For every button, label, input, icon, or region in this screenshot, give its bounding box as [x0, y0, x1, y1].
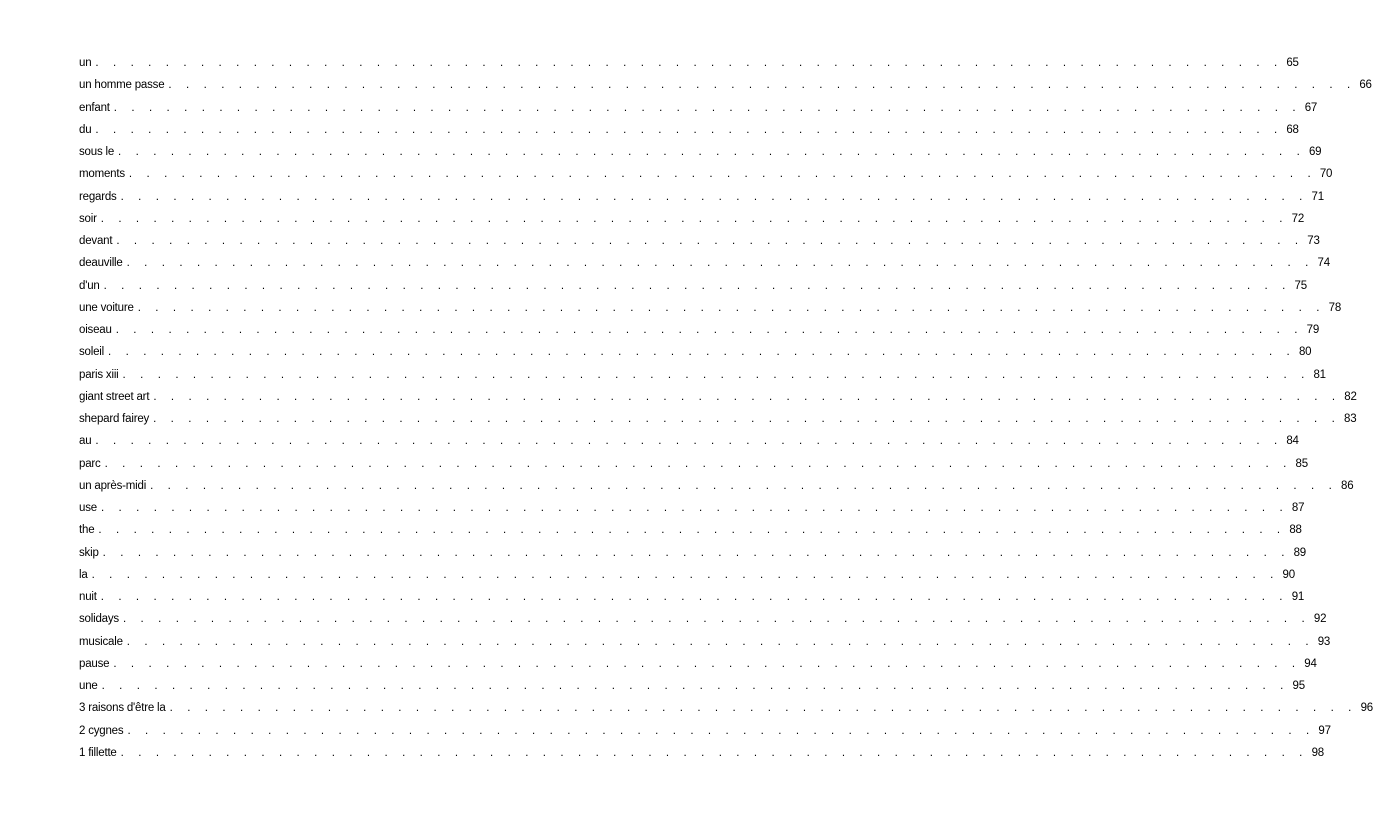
toc-entry: [79, 434, 1299, 456]
toc-dot-leader: . . . . . . . . . . . . . . . . . . . . . . . . . . . . . . . . . . . . . . . . . . . . . . . . . . . . . . . . . . . . . . . . . . . .: [95, 123, 1283, 136]
toc-entry-page-number: 87: [1291, 502, 1305, 514]
toc-entry: [79, 256, 1330, 278]
toc-dot-leader: . . . . . . . . . . . . . . . . . . . . . . . . . . . . . . . . . . . . . . . . . . . . . . . . . . . . . . . . . . . . . . . . . . . .: [122, 368, 1310, 381]
toc-entry-page-number: 96: [1360, 702, 1373, 715]
toc-entry-title: pause: [79, 657, 113, 671]
toc-dot-leader: . . . . . . . . . . . . . . . . . . . . . . . . . . . . . . . . . . . . . . . . . . . . . . . . . . . . . . . . . . . . . . . . . . . .: [150, 479, 1338, 492]
toc-entry-title: the: [79, 523, 98, 537]
toc-entry: [79, 212, 1305, 234]
toc-entry-title: use: [79, 501, 101, 515]
toc-dot-leader: . . . . . . . . . . . . . . . . . . . . . . . . . . . . . . . . . . . . . . . . . . . . . . . . . . . . . . . . . . . . . . . . . . . .: [118, 146, 1306, 158]
toc-entry-page-number: 97: [1318, 724, 1331, 737]
toc-entry: [79, 323, 1320, 345]
toc-entry-page-number: 83: [1344, 413, 1357, 425]
toc-entry-title: 3 raisons d'être la: [79, 701, 170, 715]
toc-dot-leader: . . . . . . . . . . . . . . . . . . . . . . . . . . . . . . . . . . . . . . . . . . . . . . . . . . . . . . . . . . . . . . . . . . . .: [108, 346, 1296, 359]
toc-entry-page-number: 88: [1289, 524, 1302, 537]
toc-dot-leader: . . . . . . . . . . . . . . . . . . . . . . . . . . . . . . . . . . . . . . . . . . . . . . . . . . . . . . . . . . . . . . . . . . . .: [153, 413, 1341, 425]
toc-entry-title: enfant: [79, 101, 114, 115]
toc-entry-page-number: 98: [1311, 746, 1324, 759]
toc-entry-title: un homme passe: [79, 78, 168, 92]
toc-entry-page-number: 92: [1313, 613, 1327, 626]
toc-entry: [79, 568, 1295, 590]
toc-entry-title: oiseau: [79, 323, 116, 337]
toc-entry-title: paris xiii: [79, 368, 123, 382]
toc-entry-page-number: 86: [1341, 479, 1354, 492]
toc-entry-title: un: [79, 56, 95, 70]
toc-entry: [79, 167, 1333, 189]
toc-entry-page-number: 72: [1291, 212, 1305, 225]
toc-entry: [79, 56, 1299, 78]
toc-entry-title: 1 fillette: [79, 746, 121, 760]
toc-dot-leader: . . . . . . . . . . . . . . . . . . . . . . . . . . . . . . . . . . . . . . . . . . . . . . . . . . . . . . . . . . . . . . . . . . . .: [127, 724, 1315, 737]
toc-dot-leader: . . . . . . . . . . . . . . . . . . . . . . . . . . . . . . . . . . . . . . . . . . . . . . . . . . . . . . . . . . . . . . . . . . . .: [128, 168, 1317, 181]
toc-entry-page-number: 82: [1344, 390, 1357, 403]
toc-dot-leader: . . . . . . . . . . . . . . . . . . . . . . . . . . . . . . . . . . . . . . . . . . . . . . . . . . . . . . . . . . . . . . . . . . . .: [98, 524, 1286, 537]
toc-dot-leader: . . . . . . . . . . . . . . . . . . . . . . . . . . . . . . . . . . . . . . . . . . . . . . . . . . . . . . . . . . . . . . . . . . . .: [126, 257, 1314, 270]
toc-dot-leader: . . . . . . . . . . . . . . . . . . . . . . . . . . . . . . . . . . . . . . . . . . . . . . . . . . . . . . . . . . . . . . . . . . . .: [116, 235, 1304, 247]
toc-entry-title: devant: [79, 234, 116, 248]
toc-entry-page-number: 68: [1286, 123, 1299, 136]
toc-entry-title: regards: [79, 190, 121, 204]
toc-entry: [79, 701, 1373, 723]
toc-entry-title: une: [79, 679, 102, 693]
toc-entry: [79, 657, 1317, 679]
toc-entry-page-number: 75: [1294, 279, 1307, 292]
toc-entry: [79, 279, 1307, 301]
toc-entry-title: nuit: [79, 590, 101, 604]
toc-dot-leader: . . . . . . . . . . . . . . . . . . . . . . . . . . . . . . . . . . . . . . . . . . . . . . . . . . . . . . . . . . . . . . . . . . . .: [101, 680, 1289, 692]
toc-entry-page-number: 69: [1308, 146, 1322, 158]
toc-entry: [79, 301, 1342, 323]
toc-entry: [79, 234, 1320, 256]
toc-entry-page-number: 74: [1317, 257, 1330, 270]
toc-entry-page-number: 95: [1292, 680, 1305, 692]
toc-entry-title: 2 cygnes: [79, 724, 127, 738]
toc-dot-leader: . . . . . . . . . . . . . . . . . . . . . . . . . . . . . . . . . . . . . . . . . . . . . . . . . . . . . . . . . . . . . . . . . . . .: [100, 591, 1289, 603]
toc-entry-page-number: 71: [1311, 190, 1324, 203]
toc-dot-leader: . . . . . . . . . . . . . . . . . . . . . . . . . . . . . . . . . . . . . . . . . . . . . . . . . . . . . . . . . . . . . . . . . . . .: [137, 301, 1326, 314]
toc-entry-title: une voiture: [79, 301, 138, 315]
toc-entry-page-number: 79: [1306, 324, 1320, 336]
toc-entry-title: moments: [79, 167, 129, 181]
toc-entry-title: giant street art: [79, 390, 153, 404]
toc-entry: [79, 679, 1305, 701]
toc-entry: [79, 501, 1305, 523]
toc-entry: [79, 746, 1324, 768]
toc-entry: [79, 78, 1372, 100]
toc-entry-title: au: [79, 434, 95, 448]
toc-entry-page-number: 67: [1304, 101, 1318, 114]
toc-dot-leader: . . . . . . . . . . . . . . . . . . . . . . . . . . . . . . . . . . . . . . . . . . . . . . . . . . . . . . . . . . . . . . . . . . . .: [169, 702, 1357, 715]
toc-entry-page-number: 85: [1295, 457, 1308, 470]
toc-entry-page-number: 93: [1317, 635, 1331, 648]
toc-dot-leader: . . . . . . . . . . . . . . . . . . . . . . . . . . . . . . . . . . . . . . . . . . . . . . . . . . . . . . . . . . . . . . . . . . . .: [103, 279, 1291, 292]
toc-dot-leader: . . . . . . . . . . . . . . . . . . . . . . . . . . . . . . . . . . . . . . . . . . . . . . . . . . . . . . . . . . . . . . . . . . . .: [126, 635, 1315, 648]
toc-entry: [79, 457, 1308, 479]
toc-entry-title: parc: [79, 457, 105, 471]
toc-entry-title: deauville: [79, 256, 127, 270]
toc-dot-leader: . . . . . . . . . . . . . . . . . . . . . . . . . . . . . . . . . . . . . . . . . . . . . . . . . . . . . . . . . . . . . . . . . . . .: [104, 457, 1292, 470]
toc-dot-leader: . . . . . . . . . . . . . . . . . . . . . . . . . . . . . . . . . . . . . . . . . . . . . . . . . . . . . . . . . . . . . . . . . . . .: [95, 435, 1283, 448]
toc-entry: [79, 345, 1312, 367]
toc-entry-title: un après-midi: [79, 479, 150, 493]
toc-entry: [79, 635, 1331, 657]
toc-entry: [79, 724, 1331, 746]
toc-entry-title: sous le: [79, 145, 118, 159]
toc-entry-title: du: [79, 123, 95, 137]
toc-dot-leader: . . . . . . . . . . . . . . . . . . . . . . . . . . . . . . . . . . . . . . . . . . . . . . . . . . . . . . . . . . . . . . . . . . . .: [100, 212, 1289, 225]
toc-dot-leader: . . . . . . . . . . . . . . . . . . . . . . . . . . . . . . . . . . . . . . . . . . . . . . . . . . . . . . . . . . . . . . . . . . . .: [153, 390, 1341, 403]
toc-dot-leader: . . . . . . . . . . . . . . . . . . . . . . . . . . . . . . . . . . . . . . . . . . . . . . . . . . . . . . . . . . . . . . . . . . . .: [91, 568, 1279, 581]
toc-entry-title: d'un: [79, 279, 104, 293]
toc-entry-title: solidays: [79, 612, 123, 626]
toc-entry: [79, 145, 1322, 167]
toc-entry-page-number: 91: [1291, 591, 1305, 603]
toc-dot-leader: . . . . . . . . . . . . . . . . . . . . . . . . . . . . . . . . . . . . . . . . . . . . . . . . . . . . . . . . . . . . . . . . . . . .: [95, 57, 1283, 69]
toc-entry: [79, 101, 1318, 123]
toc-entry: [79, 546, 1306, 568]
toc-entry: [79, 412, 1357, 434]
toc-entry-title: la: [79, 568, 92, 582]
toc-entry: [79, 190, 1324, 212]
toc-dot-leader: . . . . . . . . . . . . . . . . . . . . . . . . . . . . . . . . . . . . . . . . . . . . . . . . . . . . . . . . . . . . . . . . . . . .: [102, 546, 1290, 559]
toc-dot-leader: . . . . . . . . . . . . . . . . . . . . . . . . . . . . . . . . . . . . . . . . . . . . . . . . . . . . . . . . . . . . . . . . . . . .: [122, 613, 1311, 626]
toc-entry-page-number: 66: [1359, 79, 1372, 92]
toc-entry-page-number: 89: [1293, 546, 1306, 559]
toc-entry-title: soir: [79, 212, 101, 226]
toc-entry: [79, 479, 1354, 501]
toc-dot-leader: . . . . . . . . . . . . . . . . . . . . . . . . . . . . . . . . . . . . . . . . . . . . . . . . . . . . . . . . . . . . . . . . . . . .: [100, 502, 1289, 514]
toc-entry: [79, 123, 1299, 145]
toc-dot-leader: . . . . . . . . . . . . . . . . . . . . . . . . . . . . . . . . . . . . . . . . . . . . . . . . . . . . . . . . . . . . . . . . . . . .: [120, 746, 1308, 759]
toc-entry-page-number: 81: [1313, 368, 1326, 381]
toc-entry-title: shepard fairey: [79, 412, 153, 426]
toc-entry-page-number: 94: [1304, 657, 1317, 670]
toc-entry-page-number: 90: [1282, 568, 1295, 581]
toc-entry-page-number: 65: [1286, 57, 1299, 69]
toc-entry-page-number: 73: [1307, 235, 1320, 247]
toc-entry: [79, 523, 1302, 545]
toc-entry-title: soleil: [79, 345, 108, 359]
toc-entry: [79, 612, 1327, 634]
toc-entry-title: musicale: [79, 635, 127, 649]
toc-entry-page-number: 84: [1286, 435, 1299, 448]
table-of-contents: [79, 56, 1373, 768]
toc-entry-title: skip: [79, 546, 103, 560]
toc-entry-page-number: 78: [1328, 301, 1342, 314]
toc-dot-leader: . . . . . . . . . . . . . . . . . . . . . . . . . . . . . . . . . . . . . . . . . . . . . . . . . . . . . . . . . . . . . . . . . . . .: [120, 190, 1308, 203]
toc-dot-leader: . . . . . . . . . . . . . . . . . . . . . . . . . . . . . . . . . . . . . . . . . . . . . . . . . . . . . . . . . . . . . . . . . . . .: [115, 324, 1304, 336]
toc-entry-page-number: 80: [1298, 346, 1312, 359]
toc-entry: [79, 590, 1305, 612]
toc-entry: [79, 390, 1357, 412]
toc-entry-page-number: 70: [1319, 168, 1333, 181]
toc-dot-leader: . . . . . . . . . . . . . . . . . . . . . . . . . . . . . . . . . . . . . . . . . . . . . . . . . . . . . . . . . . . . . . . . . . . .: [113, 101, 1302, 114]
toc-dot-leader: . . . . . . . . . . . . . . . . . . . . . . . . . . . . . . . . . . . . . . . . . . . . . . . . . . . . . . . . . . . . . . . . . . . .: [113, 657, 1301, 670]
toc-dot-leader: . . . . . . . . . . . . . . . . . . . . . . . . . . . . . . . . . . . . . . . . . . . . . . . . . . . . . . . . . . . . . . . . . . . .: [168, 79, 1356, 92]
toc-entry: [79, 368, 1326, 390]
